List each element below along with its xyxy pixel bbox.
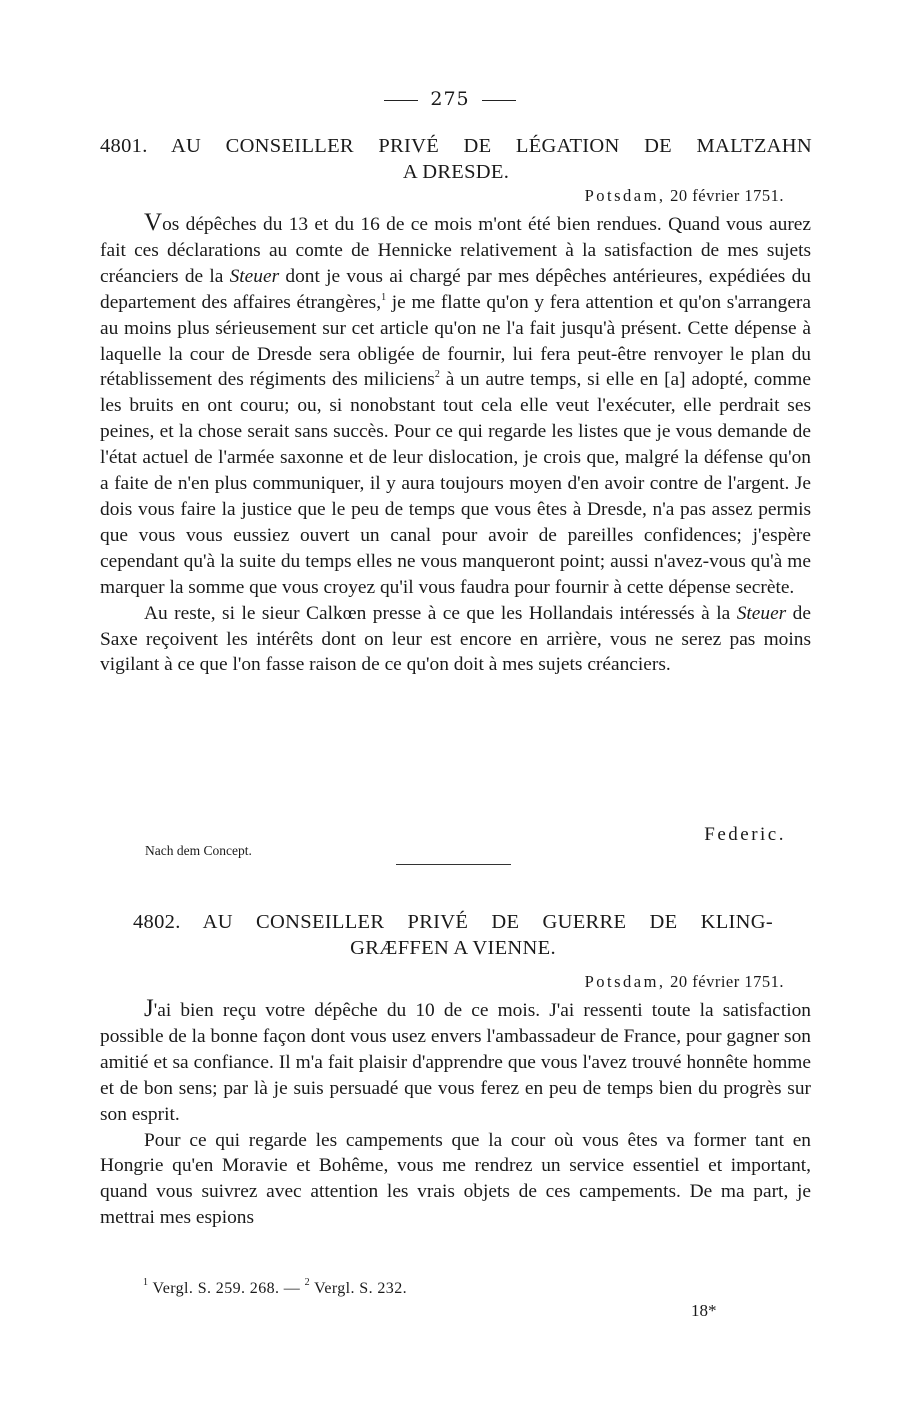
letter-body-4802 bbox=[100, 996, 811, 1231]
letter-heading-4802 bbox=[133, 909, 773, 961]
footnote-number: 2 bbox=[304, 1277, 311, 1288]
heading-line-1: 4801. AU CONSEILLER PRIVÉ DE LÉGATION DE MALTZAHN bbox=[100, 135, 812, 157]
place: Potsdam, bbox=[584, 972, 666, 991]
source-note: Nach dem Concept. bbox=[145, 843, 252, 858]
italic-term: Steuer bbox=[229, 265, 280, 287]
footnote-ref: 2 bbox=[434, 369, 440, 381]
signature: Federic. bbox=[704, 824, 786, 845]
text-run: Au reste, si le sieur Calkœn presse à ce que les Hollandais intéressés à la bbox=[144, 602, 737, 624]
letter-body-4801 bbox=[100, 210, 811, 678]
heading-line-2: A DRESDE. bbox=[402, 161, 510, 183]
text-run: de Saxe reçoivent les intérêts dont on leur est encore en arrière, vous ne serez pas moins vigilant à ce que l'on fasse raison de ce qu'on doit à mes sujets créanciers. bbox=[100, 602, 811, 676]
footnote-ref: 1 bbox=[381, 291, 387, 303]
place: Potsdam, bbox=[584, 186, 666, 205]
paragraph bbox=[100, 210, 811, 601]
paragraph bbox=[100, 601, 811, 679]
drop-cap: J bbox=[144, 995, 154, 1022]
page-number: 275 bbox=[430, 88, 470, 110]
letter-heading-4801 bbox=[100, 133, 812, 185]
text-run: à un autre temps, si elle en [a] adopté, comme les bruits en ont couru; ou, si nonobstant tout cela elle veut l'exécuter, elle perdrait ses peines, et la chose serait sans succès. Pour ce qui regarde les listes que je vous demande de l'état actuel de l'armée saxonne et de leur dislocation, je crois que, malgré la défense qu'on a faite de n'en plus communiquer, il y aura toujours moyen d'en avoir contre de l'argent. Je dois vous faire la justice que le peu de temps que vous êtes à Dresde, n'a pas assez permis que vous vous eussiez ouvert un canal pour avoir de pareilles confidences; j'espère cependant qu'à la suite du temps elles ne vous manqueront point; aussi n'avez-vous qu'à me marquer la somme que vous croyez qu'il vous faudra pour fournir à cette dépense secrète. bbox=[100, 369, 811, 598]
text-run: os dépêches du 13 et du 16 de ce mois m'ont été bien rendues. Quand vous aurez fait ces déclarations au comte de Hennicke relativement à la satisfaction de mes sujets créanciers de la bbox=[100, 214, 811, 287]
heading-line-1: 4802. AU CONSEILLER PRIVÉ DE GUERRE DE KLING- bbox=[133, 911, 773, 933]
text-run: 'ai bien reçu votre dépêche du 10 de ce mois. J'ai ressenti toute la satisfaction possible de la bonne façon dont vous usez envers l'ambassadeur de France, pour gagner son amitié et sa confiance. Il m'a fait plaisir d'apprendre que vous l'avez trouvé honnête homme et de bon sens; par là je suis persuadé que vous ferez en peu de temps bien du progrès sur son esprit. bbox=[100, 1000, 811, 1125]
text-run: Pour ce qui regarde les campements que la cour où vous êtes va former tant en Hongrie qu'en Moravie et Bohême, vous me rendrez un service essentiel et important, quand vous suivrez avec attention les vrais objets de ces campements. De ma part, je mettrai mes espions bbox=[100, 1129, 811, 1229]
date: 20 février 1751. bbox=[670, 186, 784, 205]
footnote-text: Vergl. S. 232. bbox=[314, 1280, 408, 1297]
place-date-4801 bbox=[585, 186, 784, 206]
header-dash-left bbox=[384, 100, 418, 101]
place-date-4802 bbox=[585, 972, 784, 992]
heading-line-2: GRÆFFEN A VIENNE. bbox=[350, 937, 556, 959]
paragraph bbox=[100, 996, 811, 1128]
drop-cap: V bbox=[144, 209, 163, 236]
footnotes bbox=[143, 1277, 408, 1298]
paragraph bbox=[100, 1128, 811, 1232]
italic-term: Steuer bbox=[736, 602, 787, 624]
section-divider bbox=[396, 864, 511, 865]
text-run: je me flatte qu'on y fera attention et qu'on s'arrangera au moins plus sérieusement sur cet article qu'on ne l'a fait jusqu'à présent. Cette dépense à laquelle la cour de Dresde sera obligée de fournir, lui fera peut-être renvoyer le plan du rétablissement des régiments des miliciens bbox=[100, 291, 811, 391]
text-run: dont je vous ai chargé par mes dépêches antérieures, expédiées du departement des affaires étrangères, bbox=[100, 265, 811, 313]
signature-mark: 18* bbox=[691, 1301, 717, 1320]
footnote-text: Vergl. S. 259. 268. — bbox=[152, 1280, 301, 1297]
header-dash-right bbox=[482, 100, 516, 101]
page-header bbox=[0, 88, 900, 110]
footnote-number: 1 bbox=[143, 1277, 149, 1288]
date: 20 février 1751. bbox=[670, 972, 784, 991]
